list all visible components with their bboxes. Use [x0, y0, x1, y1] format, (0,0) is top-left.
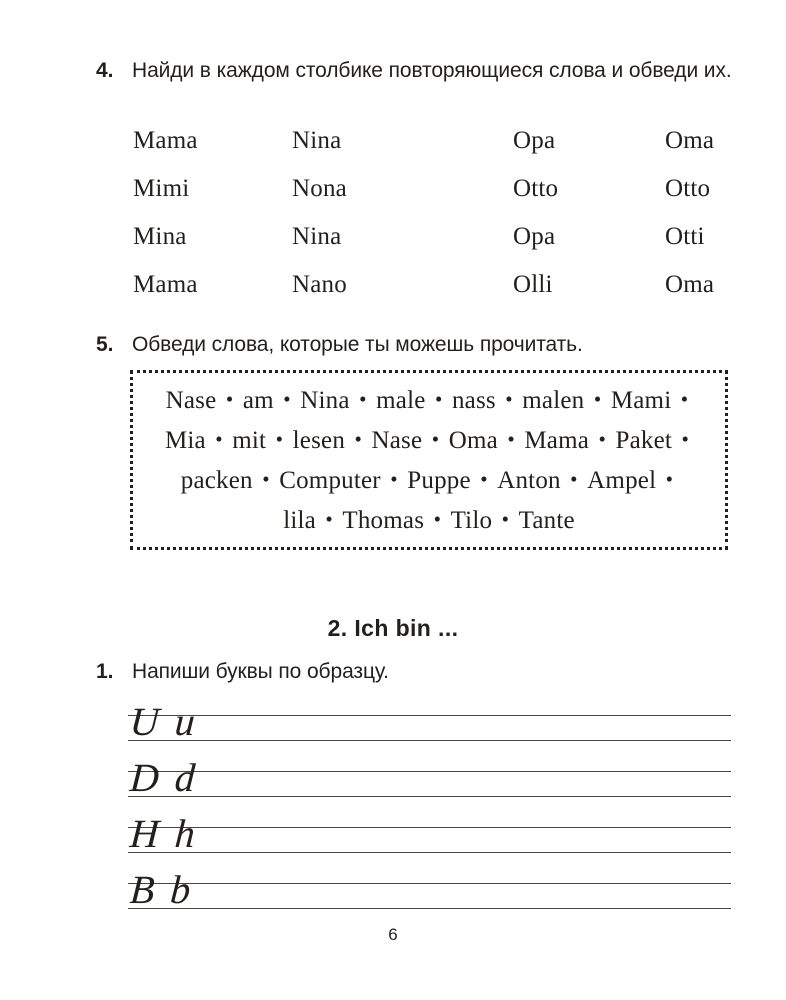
bullet-separator-icon: •: [220, 387, 239, 411]
letter-sample-b: B b: [128, 867, 196, 912]
task-5-instruction: Обведи слова, которые ты можешь прочитать.: [132, 333, 583, 356]
bullet-separator-icon: •: [496, 507, 515, 531]
ruled-line-mid: [128, 827, 731, 828]
task-5: [96, 330, 744, 360]
word-cell[interactable]: Otti: [665, 223, 705, 250]
word-item[interactable]: Nase: [371, 427, 423, 454]
task-4-number: 4.: [96, 59, 114, 82]
ruled-line-mid: [128, 883, 731, 884]
word-item[interactable]: male: [376, 387, 426, 414]
bullet-separator-icon: •: [349, 427, 368, 451]
bullet-separator-icon: •: [588, 387, 607, 411]
task-5-number: 5.: [96, 333, 114, 356]
task-4-instruction: Найди в каждом столбике повторяющиеся слова и обведи их.: [132, 59, 732, 82]
word-item[interactable]: lesen: [292, 427, 346, 454]
word-item[interactable]: Nase: [165, 387, 217, 414]
word-item[interactable]: Mami: [610, 387, 672, 414]
ruled-line-mid: [128, 715, 731, 716]
bullet-separator-icon: •: [429, 387, 448, 411]
task-1-number: 1.: [96, 660, 114, 683]
word-cell[interactable]: Oma: [665, 127, 715, 154]
bullet-separator-icon: •: [593, 427, 612, 451]
bullet-separator-icon: •: [353, 387, 373, 411]
word-cell[interactable]: Olli: [513, 271, 553, 298]
word-cell[interactable]: Nina: [292, 223, 342, 250]
word-cell[interactable]: Otto: [665, 175, 711, 202]
handwriting-row[interactable]: [128, 756, 731, 812]
task-4-heading: [96, 56, 744, 86]
handwriting-row[interactable]: [128, 812, 731, 868]
word-cell[interactable]: Oma: [665, 271, 715, 298]
bullet-separator-icon: •: [319, 507, 339, 531]
word-item[interactable]: Computer: [279, 467, 381, 494]
word-item[interactable]: Mia: [164, 427, 206, 454]
task-1-instruction: Напиши буквы по образцу.: [132, 660, 389, 683]
table-row: [133, 174, 744, 222]
word-item[interactable]: packen: [180, 467, 253, 494]
word-item[interactable]: Tante: [518, 507, 575, 534]
task-5-heading: [96, 330, 744, 360]
bullet-separator-icon: •: [426, 427, 445, 451]
ruled-line-mid: [128, 771, 731, 772]
task-5-word-box: [130, 370, 728, 550]
word-item[interactable]: nass: [451, 387, 496, 414]
word-item[interactable]: Paket: [615, 427, 673, 454]
bullet-separator-icon: •: [270, 427, 289, 451]
table-row: [133, 222, 744, 270]
bullet-separator-icon: •: [277, 387, 297, 411]
handwriting-row[interactable]: [128, 868, 731, 924]
section-heading: 2. Ich bin ...: [327, 615, 459, 641]
word-item[interactable]: Puppe: [407, 467, 471, 494]
bullet-separator-icon: •: [428, 507, 447, 531]
word-box-line: [145, 380, 713, 420]
word-item[interactable]: malen: [522, 387, 585, 414]
word-cell[interactable]: Nano: [292, 271, 347, 298]
word-box-line: [145, 500, 713, 540]
word-item[interactable]: Mama: [524, 427, 590, 454]
ruled-line-base: [128, 908, 731, 909]
word-item[interactable]: Anton: [497, 467, 561, 494]
word-cell[interactable]: Opa: [513, 127, 556, 154]
word-cell[interactable]: Nona: [292, 175, 347, 202]
word-item[interactable]: Thomas: [342, 507, 425, 534]
word-item[interactable]: lila: [283, 507, 316, 534]
ruled-line-base: [128, 852, 731, 853]
task-1: [96, 657, 744, 687]
table-row: [133, 270, 744, 318]
bullet-separator-icon: •: [675, 387, 689, 411]
bullet-separator-icon: •: [384, 467, 404, 491]
task-1-heading: [96, 657, 744, 687]
word-item[interactable]: Ampel: [587, 467, 657, 494]
word-cell[interactable]: Nina: [292, 127, 342, 154]
word-cell[interactable]: Opa: [513, 223, 556, 250]
word-box-line: [145, 460, 713, 500]
bullet-separator-icon: •: [256, 467, 276, 491]
word-item[interactable]: mit: [232, 427, 267, 454]
page-number: 6: [388, 925, 398, 944]
bullet-separator-icon: •: [564, 467, 584, 491]
word-box-line: [145, 420, 713, 460]
word-item[interactable]: Nina: [300, 387, 350, 414]
bullet-separator-icon: •: [474, 467, 494, 491]
handwriting-practice-area: [128, 700, 731, 924]
word-cell[interactable]: Otto: [513, 175, 559, 202]
word-cell[interactable]: Mama: [133, 127, 198, 154]
word-cell[interactable]: Mimi: [133, 175, 190, 202]
letter-sample-d: D d: [128, 755, 200, 800]
word-item[interactable]: Oma: [448, 427, 498, 454]
letter-sample-h: H h: [128, 811, 200, 856]
task-4: [96, 56, 744, 86]
bullet-separator-icon: •: [660, 467, 674, 491]
word-cell[interactable]: Mama: [133, 271, 198, 298]
word-cell[interactable]: Mina: [133, 223, 187, 250]
table-row: [133, 126, 744, 174]
word-item[interactable]: am: [242, 387, 274, 414]
ruled-line-base: [128, 796, 731, 797]
handwriting-row[interactable]: [128, 700, 731, 756]
bullet-separator-icon: •: [209, 427, 229, 451]
letter-sample-u: U u: [128, 699, 200, 744]
ruled-line-base: [128, 740, 731, 741]
bullet-separator-icon: •: [501, 427, 521, 451]
word-item[interactable]: Tilo: [450, 507, 493, 534]
task-5-word-list[interactable]: [145, 380, 713, 540]
task-4-word-grid: [133, 126, 744, 318]
bullet-separator-icon: •: [676, 427, 690, 451]
bullet-separator-icon: •: [499, 387, 519, 411]
